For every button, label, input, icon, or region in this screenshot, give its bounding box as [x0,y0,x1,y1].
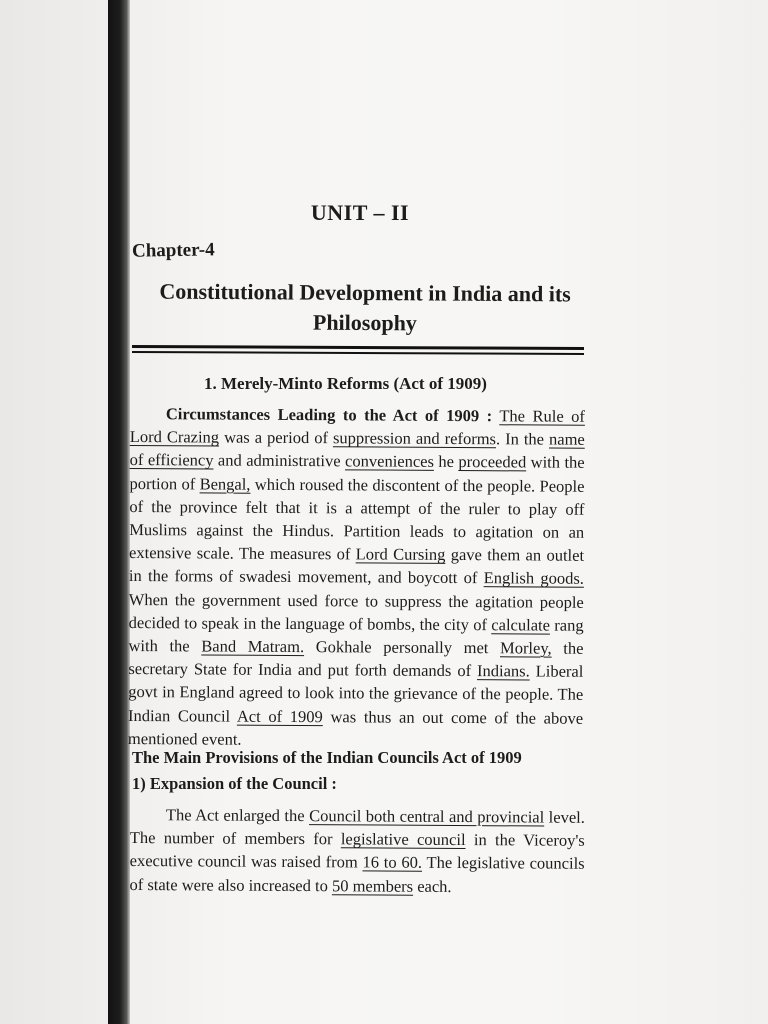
text-run: level. The number of members for [129,807,585,849]
underlined-text: Council both central and provincial [309,806,545,827]
paragraph-expansion [129,803,585,899]
underlined-text: Indians. [476,661,530,681]
underlined-text: Bengal, [199,474,251,494]
underlined-text: proceeded [458,452,527,472]
text-run: he [433,452,459,472]
underlined-text: 16 to 60. [362,852,423,873]
underlined-text: Act of 1909 [236,706,323,726]
unit-heading: UNIT – II [310,200,410,225]
title-rule-bottom [132,351,584,355]
chapter-label: Chapter-4 [131,239,215,262]
underlined-text: conveniences [345,451,435,472]
underlined-text: 50 members [331,875,414,896]
text-run: the secretary State for India and put forth demands of [128,638,584,681]
chapter-title-line-1: Constitutional Development in India and its [159,278,571,307]
text-run: which roused the discontent of the people. People of the province felt that it is a attempt of the ruler to play off Muslims against the Hindus. Partition leads to agitation on an extensive scale. The measures of [129,474,585,564]
text-run: rang with the [128,615,584,656]
section-title: 1. Merely-Minto Reforms (Act of 1909) [204,374,487,393]
underlined-text: calculate [491,615,551,635]
book-binding-shadow [108,0,130,1024]
chapter-title-line-2: Philosophy [312,309,417,336]
text-run: gave them an outlet in the forms of swadesi movement, and boycott of [128,545,585,588]
text-run: Gokhale personally met [304,637,501,658]
text-run: When the government used force to suppress the agitation people decided to speak in the language of bombs, the city of [128,589,584,635]
underlined-text: name of efficiency [129,429,585,470]
text-run: and administrative [213,450,346,471]
underlined-text: English goods. [483,568,585,589]
text-run: in the Viceroy's executive council was raised from [129,830,585,872]
expansion-subheading: 1) Expansion of the Council : [132,774,337,793]
underlined-text: The Rule of Lord Crazing [129,406,585,447]
paragraph-lead: Circumstances Leading to the Act of 1909 : [165,404,493,426]
underlined-text: Lord Cursing [355,544,446,565]
paragraph-circumstances [128,402,585,753]
text-run: The legislative councils of state were also increased to [129,853,585,895]
text-run: was thus an out come of the above mentioned event. [127,706,584,749]
text-run: each. [413,876,452,896]
provisions-heading: The Main Provisions of the Indian Councils Act of 1909 [132,748,522,767]
underlined-text: suppression and reforms [332,428,497,449]
text-run: The Act enlarged the [165,805,310,826]
underlined-text: Band Matram. [201,636,305,657]
text-run: was a period of [219,427,334,448]
chapter-title [130,276,600,339]
text-run: Liberal govt in England agreed to look into the grievance of the people. The Indian Council [128,661,584,726]
underlined-text: Morley, [499,638,552,658]
underlined-text: legislative council [340,829,466,850]
text-run: with the portion of [129,452,585,494]
title-rule-top [132,345,584,350]
text-run: . In the [495,429,550,449]
